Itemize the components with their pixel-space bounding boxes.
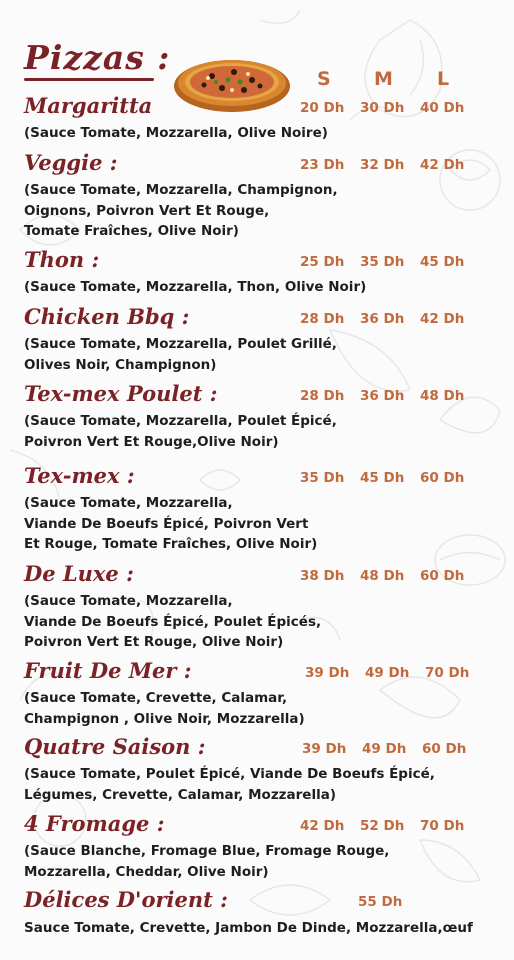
item-desc-4-fromage — [24, 841, 494, 882]
price-chicken-bbq-s: 28 Dh — [300, 311, 345, 327]
item-name-margaritta: Margaritta — [24, 93, 153, 118]
price-quatre-saison-l: 60 Dh — [422, 741, 467, 757]
price-margaritta-s: 20 Dh — [300, 100, 345, 116]
desc-line: Poivron Vert Et Rouge, Olive Noir) — [24, 634, 284, 650]
desc-line: (Sauce Tomate, Mozzarella, Poulet Grillé, — [24, 336, 337, 352]
price-thon-l: 45 Dh — [420, 254, 465, 270]
price-delices-dorient: 55 Dh — [358, 894, 403, 910]
desc-line: Et Rouge, Tomate Fraîches, Olive Noir) — [24, 536, 318, 552]
desc-line: (Sauce Tomate, Mozzarella, Poulet Épicé, — [24, 413, 337, 429]
item-desc-thon — [24, 277, 494, 298]
price-tex-mex-poulet-m: 36 Dh — [360, 388, 405, 404]
price-4-fromage-l: 70 Dh — [420, 818, 465, 834]
item-desc-delices-dorient — [24, 918, 494, 939]
size-medium-header: M — [374, 68, 393, 90]
price-tex-mex-poulet-l: 48 Dh — [420, 388, 465, 404]
price-thon-m: 35 Dh — [360, 254, 405, 270]
price-thon-s: 25 Dh — [300, 254, 345, 270]
title-underline — [24, 78, 154, 81]
item-name-chicken-bbq: Chicken Bbq : — [24, 304, 190, 329]
item-desc-chicken-bbq — [24, 334, 494, 375]
item-desc-margaritta — [24, 123, 494, 144]
desc-line: Poivron Vert Et Rouge,Olive Noir) — [24, 433, 279, 450]
price-quatre-saison-s: 39 Dh — [302, 741, 347, 757]
price-chicken-bbq-m: 36 Dh — [360, 311, 405, 327]
menu-title: Pizzas : — [24, 38, 171, 77]
desc-line: (Sauce Tomate, Mozzarella, — [24, 593, 233, 609]
item-desc-fruit-de-mer — [24, 688, 494, 729]
desc-line: (Sauce Tomate, Mozzarella, Olive Noire) — [24, 125, 328, 141]
desc-line: Viande De Boeufs Épicé, Poulet Épicés, — [24, 613, 322, 630]
desc-line: Sauce Tomate, Crevette, Jambon De Dinde, Mozzarella,œuf — [24, 920, 473, 936]
item-name-fruit-de-mer: Fruit De Mer : — [24, 658, 192, 683]
price-de-luxe-l: 60 Dh — [420, 568, 465, 584]
price-fruit-de-mer-l: 70 Dh — [425, 665, 470, 681]
desc-line: Mozzarella, Cheddar, Olive Noir) — [24, 863, 269, 880]
item-name-tex-mex-poulet: Tex-mex Poulet : — [24, 381, 218, 406]
size-large-header: L — [437, 68, 450, 90]
desc-line: Tomate Fraîches, Olive Noir) — [24, 223, 239, 239]
price-de-luxe-m: 48 Dh — [360, 568, 405, 584]
price-tex-mex-s: 35 Dh — [300, 470, 345, 486]
price-tex-mex-l: 60 Dh — [420, 470, 465, 486]
desc-line: (Sauce Tomate, Mozzarella, — [24, 495, 233, 511]
price-quatre-saison-m: 49 Dh — [362, 741, 407, 757]
price-chicken-bbq-l: 42 Dh — [420, 311, 465, 327]
item-name-4-fromage: 4 Fromage : — [24, 811, 165, 836]
item-name-delices-dorient: Délices D'orient : — [24, 887, 228, 912]
item-name-thon: Thon : — [24, 247, 100, 272]
price-veggie-s: 23 Dh — [300, 157, 345, 173]
pizza-photo-icon — [172, 52, 292, 114]
price-tex-mex-m: 45 Dh — [360, 470, 405, 486]
price-margaritta-m: 30 Dh — [360, 100, 405, 116]
price-de-luxe-s: 38 Dh — [300, 568, 345, 584]
desc-line: Viande De Boeufs Épicé, Poivron Vert — [24, 515, 309, 532]
price-fruit-de-mer-m: 49 Dh — [365, 665, 410, 681]
desc-line: (Sauce Tomate, Mozzarella, Thon, Olive Noir) — [24, 279, 367, 295]
item-name-tex-mex: Tex-mex : — [24, 463, 135, 488]
item-name-veggie: Veggie : — [24, 150, 118, 175]
size-small-header: S — [317, 68, 331, 90]
price-veggie-m: 32 Dh — [360, 157, 405, 173]
item-name-quatre-saison: Quatre Saison : — [24, 734, 206, 759]
item-desc-de-luxe — [24, 591, 494, 653]
price-tex-mex-poulet-s: 28 Dh — [300, 388, 345, 404]
item-desc-tex-mex — [24, 493, 494, 555]
desc-line: Légumes, Crevette, Calamar, Mozzarella) — [24, 786, 337, 803]
desc-line: (Sauce Tomate, Poulet Épicé, Viande De Boeufs Épicé, — [24, 766, 435, 782]
desc-line: Oignons, Poivron Vert Et Rouge, — [24, 202, 270, 219]
price-4-fromage-s: 42 Dh — [300, 818, 345, 834]
price-margaritta-l: 40 Dh — [420, 100, 465, 116]
desc-line: Olives Noir, Champignon) — [24, 356, 217, 373]
desc-line: Champignon , Olive Noir, Mozzarella) — [24, 710, 305, 727]
desc-line: (Sauce Tomate, Mozzarella, Champignon, — [24, 182, 338, 198]
desc-line: (Sauce Tomate, Crevette, Calamar, — [24, 690, 288, 706]
item-desc-veggie — [24, 180, 494, 242]
price-fruit-de-mer-s: 39 Dh — [305, 665, 350, 681]
price-4-fromage-m: 52 Dh — [360, 818, 405, 834]
price-veggie-l: 42 Dh — [420, 157, 465, 173]
item-desc-quatre-saison — [24, 764, 494, 805]
desc-line: (Sauce Blanche, Fromage Blue, Fromage Rouge, — [24, 843, 390, 859]
item-name-de-luxe: De Luxe : — [24, 561, 134, 586]
item-desc-tex-mex-poulet — [24, 411, 494, 452]
